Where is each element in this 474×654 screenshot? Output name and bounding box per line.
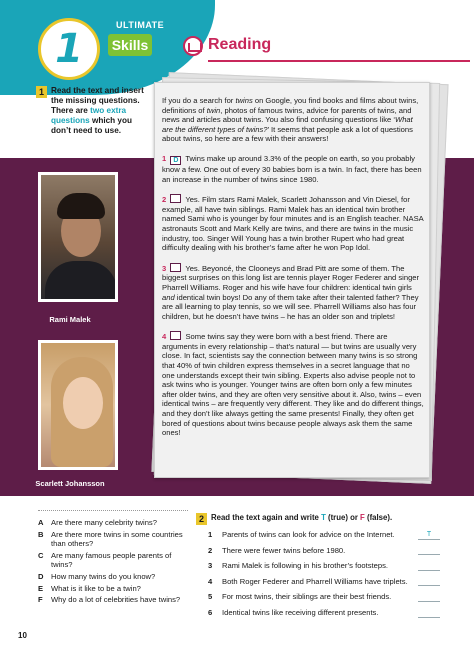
exercise-number-badge: 2 <box>196 513 207 525</box>
true-letter: T <box>321 513 326 522</box>
unit-number: 1 <box>55 26 83 72</box>
photo-face <box>63 377 103 429</box>
paragraph-number: 1 <box>162 153 167 163</box>
item-number: 5 <box>208 592 213 602</box>
instruction-highlight: two extra questions <box>51 106 127 125</box>
item-text: For most twins, their siblings are their best friends. <box>222 592 392 602</box>
text: Some twins say they were born with a best friend. There are arguments in every relationship – that’s natural — but twins are usually very close. In fact, scientists say the connection between many twins is so strong that 40% of twin children express themselves in a secret language that no one understands except their twin sibling. Experts also advise people not to ask twins who is younger. Younger twins are often born only a few minutes after older twins, and they are often very sensitive about it. Also, twins – even identical twins – are frequently very different. They like and do different things, and they don’t like always getting the same presents! Finally, they often get bored of questions about twins because people always ask them the same ones! <box>162 332 424 438</box>
question-list <box>38 518 186 607</box>
text: identical twin boys! Do any of them take after their talented father? They are all learning to play tennis, so we will see. Pharrell Williams also has four children, but he doesn’t have twins – he has an older son and triplets! <box>162 292 419 321</box>
article-text <box>162 96 424 448</box>
text: twin <box>206 105 221 115</box>
question-text: How many twins do you know? <box>51 571 156 581</box>
photo-caption: Scarlett Johansson <box>35 479 105 488</box>
question-text: Are there many celebrity twins? <box>51 518 157 527</box>
question-text: What is it like to be a twin? <box>51 583 141 593</box>
list-item <box>208 530 440 540</box>
article-intro <box>162 96 424 144</box>
question-letter: A <box>38 518 44 527</box>
text: Twins make up around 3.3% of the people on earth, so you probably know a few. One out of every 30 babies born is a twin. In fact, there has been an increase in the number of twins since 1980. <box>162 153 422 184</box>
answer-box[interactable] <box>170 331 181 340</box>
list-item <box>38 551 186 570</box>
true-false-list <box>208 530 440 624</box>
item-number: 6 <box>208 607 213 617</box>
item-text: Both Roger Federer and Pharrell Williams have triplets. <box>222 576 408 586</box>
photo-caption: Rami Malek <box>49 315 91 324</box>
list-item <box>208 577 440 587</box>
answer-blank[interactable] <box>418 609 440 618</box>
brand-label: ULTIMATE <box>116 20 165 30</box>
list-item <box>38 530 186 549</box>
text: What are the different types of twins? <box>162 115 413 134</box>
item-text: There were fewer twins before 1980. <box>222 545 346 555</box>
section-title: Reading <box>208 36 272 53</box>
answer-box[interactable] <box>170 263 181 272</box>
paragraph-number: 2 <box>162 195 167 205</box>
instruction-text: Read the text again and write <box>211 513 322 522</box>
photo-hair <box>57 193 105 219</box>
text: on Google, you find books and films about twins, definitions of <box>162 96 419 115</box>
article-paragraph-3 <box>162 263 424 322</box>
item-number: 4 <box>208 576 213 586</box>
question-text: Why do a lot of celebrities have twins? <box>51 595 181 605</box>
item-text: Rami Malek is following in his brother’s footsteps. <box>222 561 389 571</box>
question-letter: E <box>38 583 44 593</box>
text: , photos of famous twins, advice for parents of twins, and news and articles about twins. You also find confusing questions like ‘ <box>162 105 412 125</box>
text: Yes. Beyoncé, the Clooneys and Brad Pitt are some of them. The biggest surprises on this long list are tennis player Roger Federer and singer Pharrell Williams. Roger and his wife have four children: identical twin girls <box>162 263 420 292</box>
photo-body <box>45 261 117 302</box>
paragraph-number: 3 <box>162 263 167 273</box>
answer-blank[interactable] <box>418 562 440 571</box>
item-number: 2 <box>208 545 213 555</box>
answer-box[interactable]: D <box>170 156 181 165</box>
answer-blank[interactable] <box>418 577 440 586</box>
text: Yes. Film stars Rami Malek, Scarlett Johansson and Vin Diesel, for example, all have twin siblings. Rami Malek has an identical twin brother named Sami who is younger by four minutes and is an English teacher. NASA astronauts Scott and Mark Kelly are twins, and there are twins in the music industry, too. Singer Will Young has a twin brother Rupert who had great difficulty dealing with his brother’s fame after he won Pop Idol. <box>162 195 424 253</box>
exercise-number-badge: 1 <box>36 86 47 98</box>
text: ’ It seems that people ask a lot of questions about twins, so here are a few with their answers! <box>162 124 413 144</box>
photo-rami-malek <box>38 172 118 302</box>
heading-rule <box>208 60 470 62</box>
page-number: 10 <box>18 631 27 640</box>
item-text: Parents of twins can look for advice on the Internet. <box>222 530 395 539</box>
false-letter: F <box>360 513 365 522</box>
list-item <box>38 572 186 582</box>
divider <box>38 510 188 511</box>
item-number: 3 <box>208 561 213 571</box>
answer-box[interactable] <box>170 194 181 203</box>
paragraph-number: 4 <box>162 332 167 342</box>
article-paragraph-1 <box>162 154 424 184</box>
list-item <box>38 584 186 594</box>
text: and <box>162 292 175 302</box>
answer-blank[interactable]: T <box>418 531 440 540</box>
instruction-text: Read the text and insert the missing questions. There are <box>51 86 144 115</box>
skills-label: Skills <box>108 34 152 56</box>
photo-scarlett-johansson <box>38 340 118 470</box>
answer-blank[interactable] <box>418 546 440 555</box>
question-letter: B <box>38 529 44 539</box>
list-item <box>208 561 440 571</box>
reading-book-icon <box>183 36 203 56</box>
list-item <box>208 592 440 602</box>
exercise-2-instruction <box>196 513 466 525</box>
instruction-text: (true) or <box>325 513 361 522</box>
instruction-text-end: which you don’t need to use. <box>51 116 132 135</box>
item-number: 1 <box>208 530 213 539</box>
instruction-text: (false). <box>364 513 393 522</box>
item-text: Identical twins like receiving different presents. <box>222 607 379 617</box>
list-item <box>208 608 440 618</box>
question-letter: D <box>38 571 44 581</box>
question-text: Are many famous people parents of twins? <box>51 550 172 570</box>
article-paragraph-2 <box>162 194 424 253</box>
article-paragraph-4 <box>162 331 424 438</box>
exercise-1-instruction <box>36 86 151 136</box>
unit-badge <box>38 18 100 80</box>
answer-blank[interactable] <box>418 593 440 602</box>
list-item <box>38 518 186 528</box>
question-letter: F <box>38 595 43 605</box>
question-letter: C <box>38 550 44 560</box>
question-text: Are there more twins in some countries than others? <box>51 529 183 549</box>
text: twins <box>235 96 253 105</box>
list-item <box>208 546 440 556</box>
list-item <box>38 595 186 605</box>
text: If you do a search for <box>162 96 236 105</box>
